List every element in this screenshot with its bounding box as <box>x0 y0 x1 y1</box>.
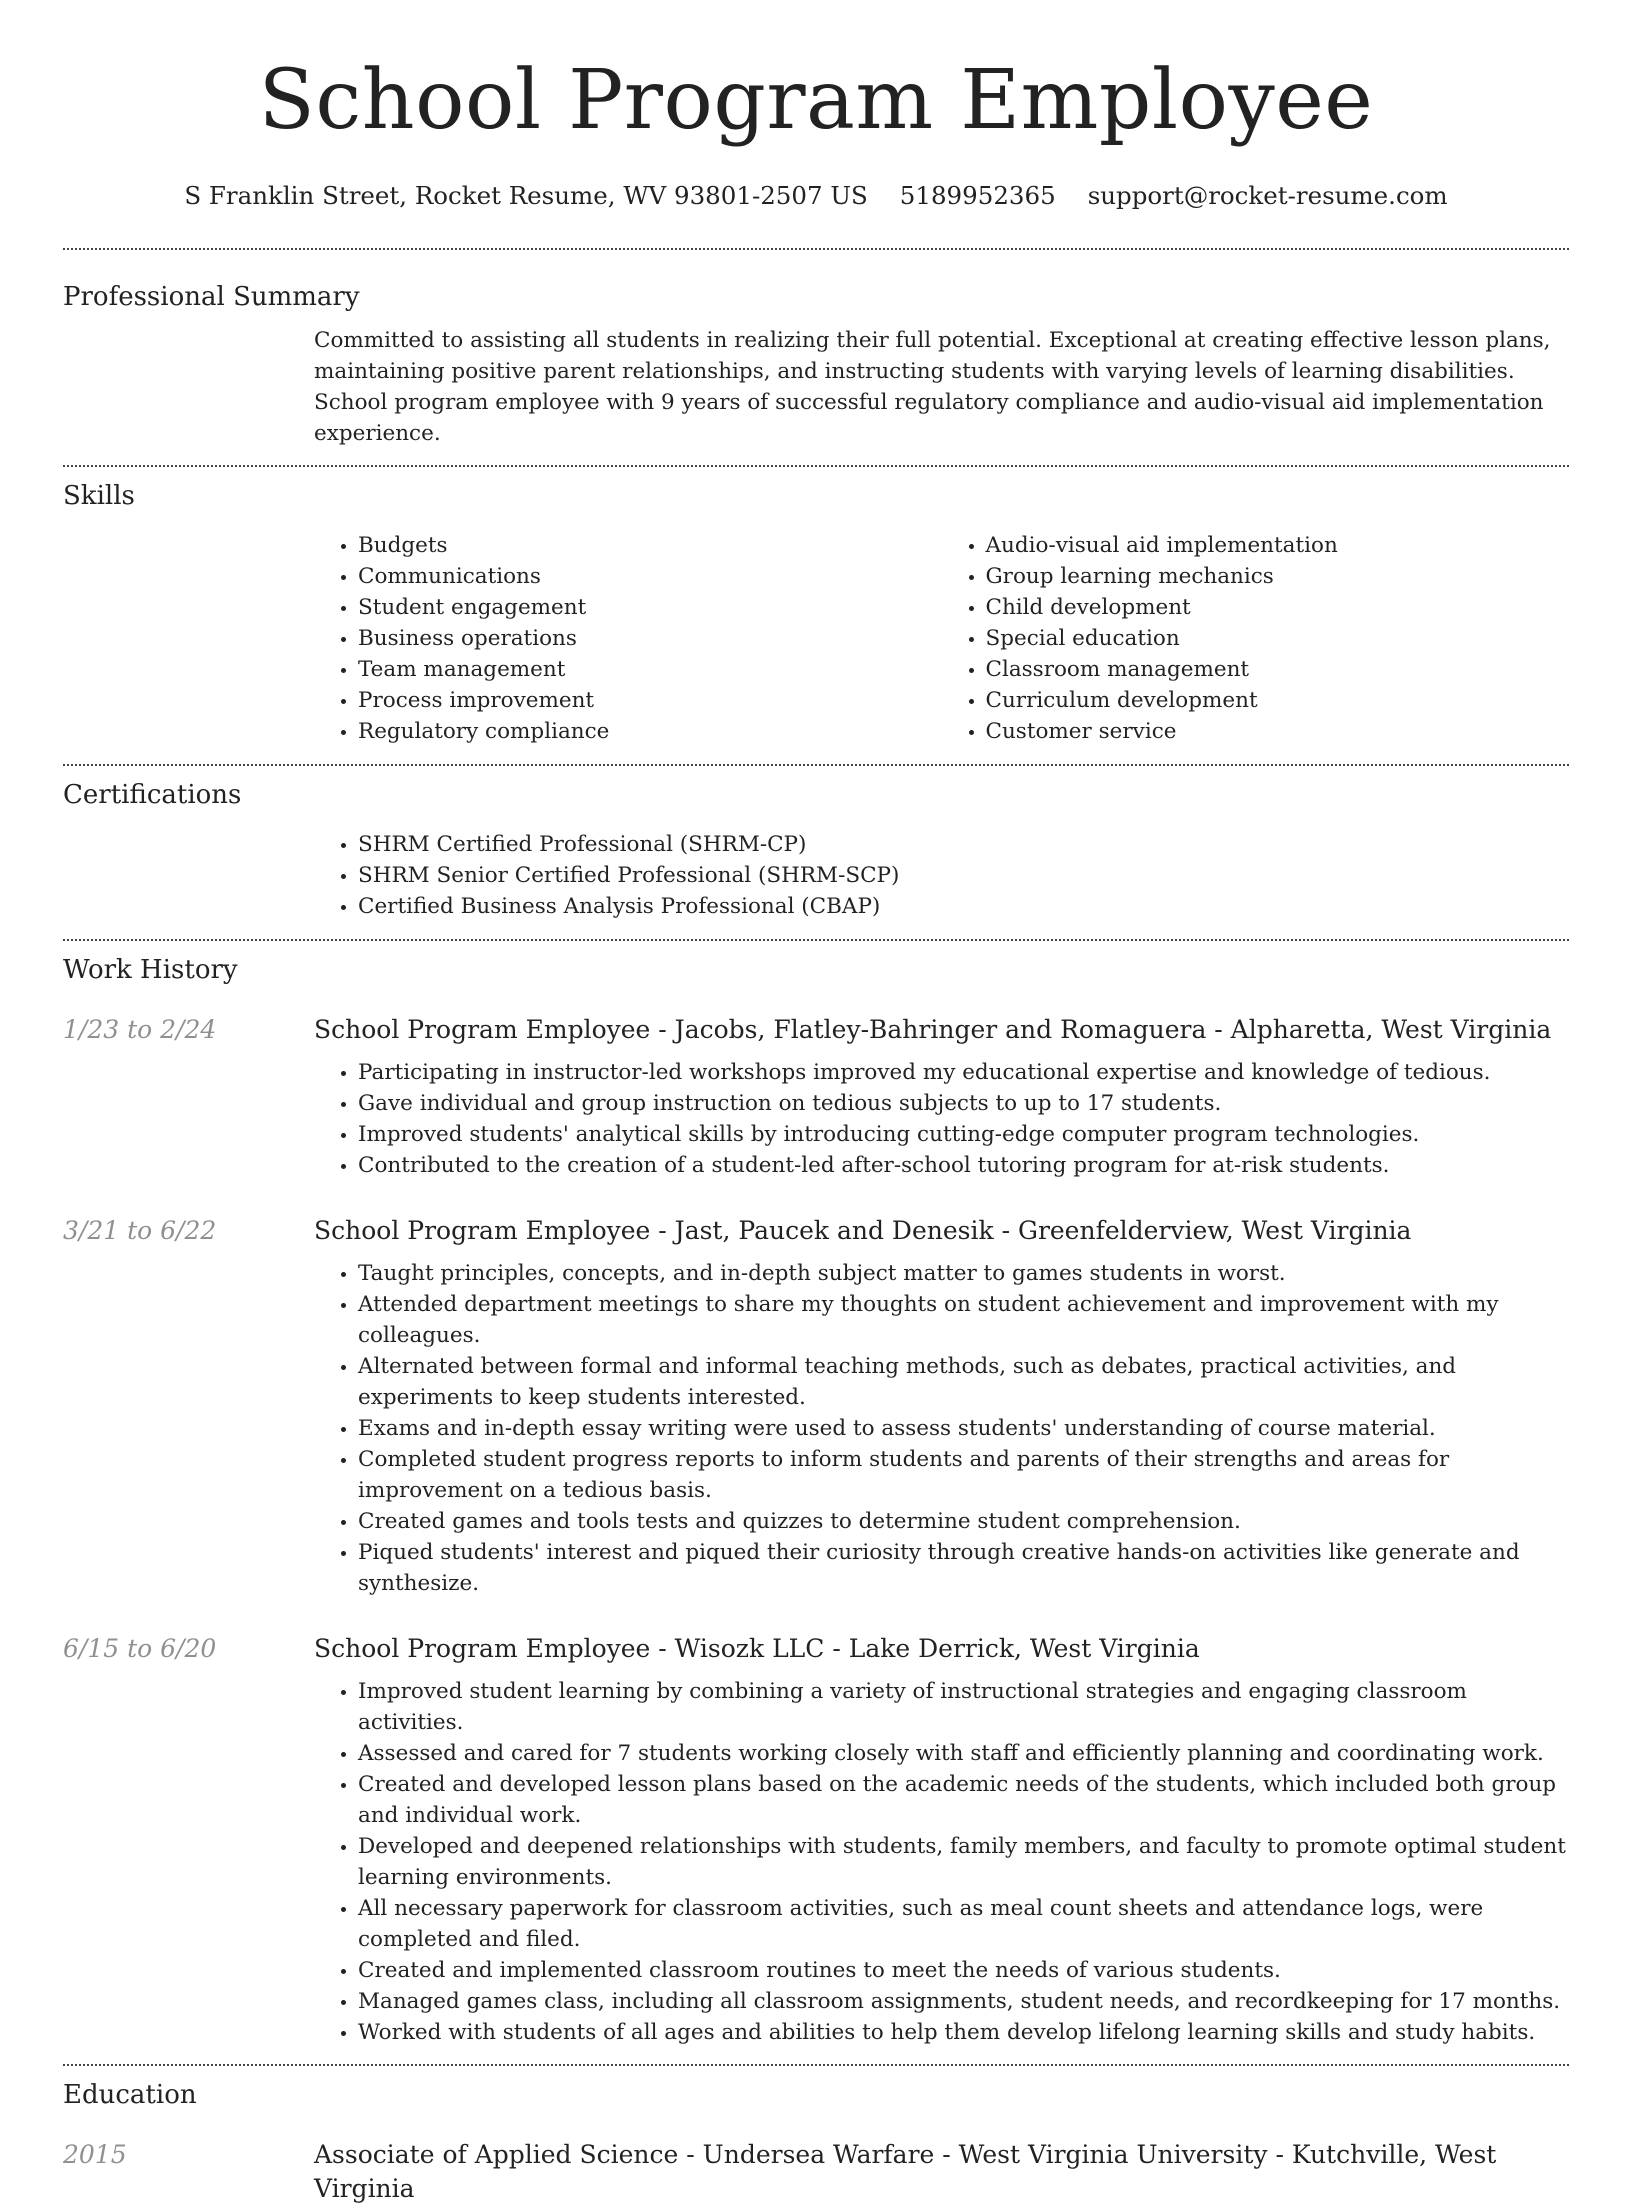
list-item: • Created and implemented classroom routines to meet the needs of various students. <box>358 1955 1569 1986</box>
list-item: • Audio-visual aid implementation <box>986 530 1570 561</box>
section-title-education: Education <box>63 2080 197 2110</box>
list-item: • Classroom management <box>986 654 1570 685</box>
list-item: • Piqued students' interest and piqued their curiosity through creative hands-on activities like generate and synthesize. <box>358 1537 1569 1599</box>
list-item: • Regulatory compliance <box>358 716 942 747</box>
job-dates: 6/15 to 6/20 <box>63 1634 217 1663</box>
job-title: School Program Employee - Wisozk LLC - Lake Derrick, West Virginia <box>314 1634 1200 1663</box>
section-title-work-history: Work History <box>63 955 238 985</box>
job-bullets <box>314 1258 1569 1599</box>
job-title: School Program Employee - Jacobs, Flatley-Bahringer and Romaguera - Alpharetta, West Virginia <box>314 1015 1552 1044</box>
list-item: • Budgets <box>358 530 942 561</box>
list-item: • Customer service <box>986 716 1570 747</box>
email: support@rocket-resume.com <box>1087 181 1448 210</box>
list-item: • Student engagement <box>358 592 942 623</box>
list-item: • Special education <box>986 623 1570 654</box>
list-item: • All necessary paperwork for classroom activities, such as meal count sheets and attendance logs, were completed and filed. <box>358 1893 1569 1955</box>
skills-list-right <box>942 530 1570 747</box>
list-item: • Curriculum development <box>986 685 1570 716</box>
candidate-name: School Program Employee <box>258 53 1374 148</box>
list-item: • Team management <box>358 654 942 685</box>
list-item: • SHRM Senior Certified Professional (SHRM-SCP) <box>358 860 1569 891</box>
list-item: • Worked with students of all ages and abilities to help them develop lifelong learning skills and study habits. <box>358 2017 1569 2048</box>
education-section <box>63 2066 1569 2206</box>
section-title-skills: Skills <box>63 481 135 511</box>
certifications-list <box>314 829 1569 922</box>
work-history-section <box>63 941 1569 2064</box>
skills-list-left <box>314 530 942 747</box>
list-item: • Improved student learning by combining a variety of instructional strategies and engaging classroom activities. <box>358 1676 1569 1738</box>
list-item: • Gave individual and group instruction on tedious subjects to up to 17 students. <box>358 1088 1569 1119</box>
list-item: • Communications <box>358 561 942 592</box>
list-item: • Assessed and cared for 7 students working closely with staff and efficiently planning and coordinating work. <box>358 1738 1569 1769</box>
list-item: • Process improvement <box>358 685 942 716</box>
resume-page <box>63 0 1569 2206</box>
resume-header <box>63 0 1569 212</box>
job-bullets <box>314 1057 1569 1181</box>
address: S Franklin Street, Rocket Resume, WV 93801-2507 US <box>184 181 868 210</box>
education-entry <box>63 2138 1569 2206</box>
list-item: • Group learning mechanics <box>986 561 1570 592</box>
education-year: 2015 <box>63 2140 127 2169</box>
list-item: • Certified Business Analysis Professional (CBAP) <box>358 891 1569 922</box>
list-item: • SHRM Certified Professional (SHRM-CP) <box>358 829 1569 860</box>
list-item: • Alternated between formal and informal teaching methods, such as debates, practical activities, and experiments to keep students interested. <box>358 1351 1569 1413</box>
job-dates: 1/23 to 2/24 <box>63 1015 217 1044</box>
certifications-section <box>63 766 1569 939</box>
job-title: School Program Employee - Jast, Paucek and Denesik - Greenfelderview, West Virginia <box>314 1216 1412 1245</box>
list-item: • Contributed to the creation of a student-led after-school tutoring program for at-risk students. <box>358 1150 1569 1181</box>
list-item: • Exams and in-depth essay writing were used to assess students' understanding of course material. <box>358 1413 1569 1444</box>
phone: 5189952365 <box>899 181 1056 210</box>
section-title-summary: Professional Summary <box>63 282 360 312</box>
section-title-certifications: Certifications <box>63 780 242 810</box>
list-item: • Completed student progress reports to inform students and parents of their strengths and areas for improvement on a tedious basis. <box>358 1444 1569 1506</box>
job-bullets <box>314 1676 1569 2048</box>
contact-line <box>63 180 1569 212</box>
job-entry <box>63 1013 1569 1181</box>
job-entry <box>63 1632 1569 2048</box>
list-item: • Managed games class, including all classroom assignments, student needs, and recordkeeping for 17 months. <box>358 1986 1569 2017</box>
list-item: • Child development <box>986 592 1570 623</box>
education-degree: Associate of Applied Science - Undersea Warfare - West Virginia University - Kutchville, West Virginia <box>314 2140 1497 2203</box>
list-item: • Improved students' analytical skills by introducing cutting-edge computer program technologies. <box>358 1119 1569 1150</box>
list-item: • Participating in instructor-led workshops improved my educational expertise and knowledge of tedious. <box>358 1057 1569 1088</box>
list-item: • Developed and deepened relationships with students, family members, and faculty to promote optimal student learning environments. <box>358 1831 1569 1893</box>
list-item: • Created games and tools tests and quizzes to determine student comprehension. <box>358 1506 1569 1537</box>
job-entry <box>63 1214 1569 1599</box>
job-dates: 3/21 to 6/22 <box>63 1216 217 1245</box>
summary-section <box>63 250 1569 465</box>
list-item: • Business operations <box>358 623 942 654</box>
skills-section <box>63 467 1569 764</box>
list-item: • Taught principles, concepts, and in-depth subject matter to games students in worst. <box>358 1258 1569 1289</box>
list-item: • Created and developed lesson plans based on the academic needs of the students, which included both group and individual work. <box>358 1769 1569 1831</box>
summary-text: Committed to assisting all students in realizing their full potential. Exceptional at creating effective lesson plans, maintaining positive parent relationships, and instructing students with varying levels of learning disabilities. School program employee with 9 years of successful regulatory compliance and audio-visual aid implementation experience. <box>314 328 1551 446</box>
list-item: • Attended department meetings to share my thoughts on student achievement and improvement with my colleagues. <box>358 1289 1569 1351</box>
